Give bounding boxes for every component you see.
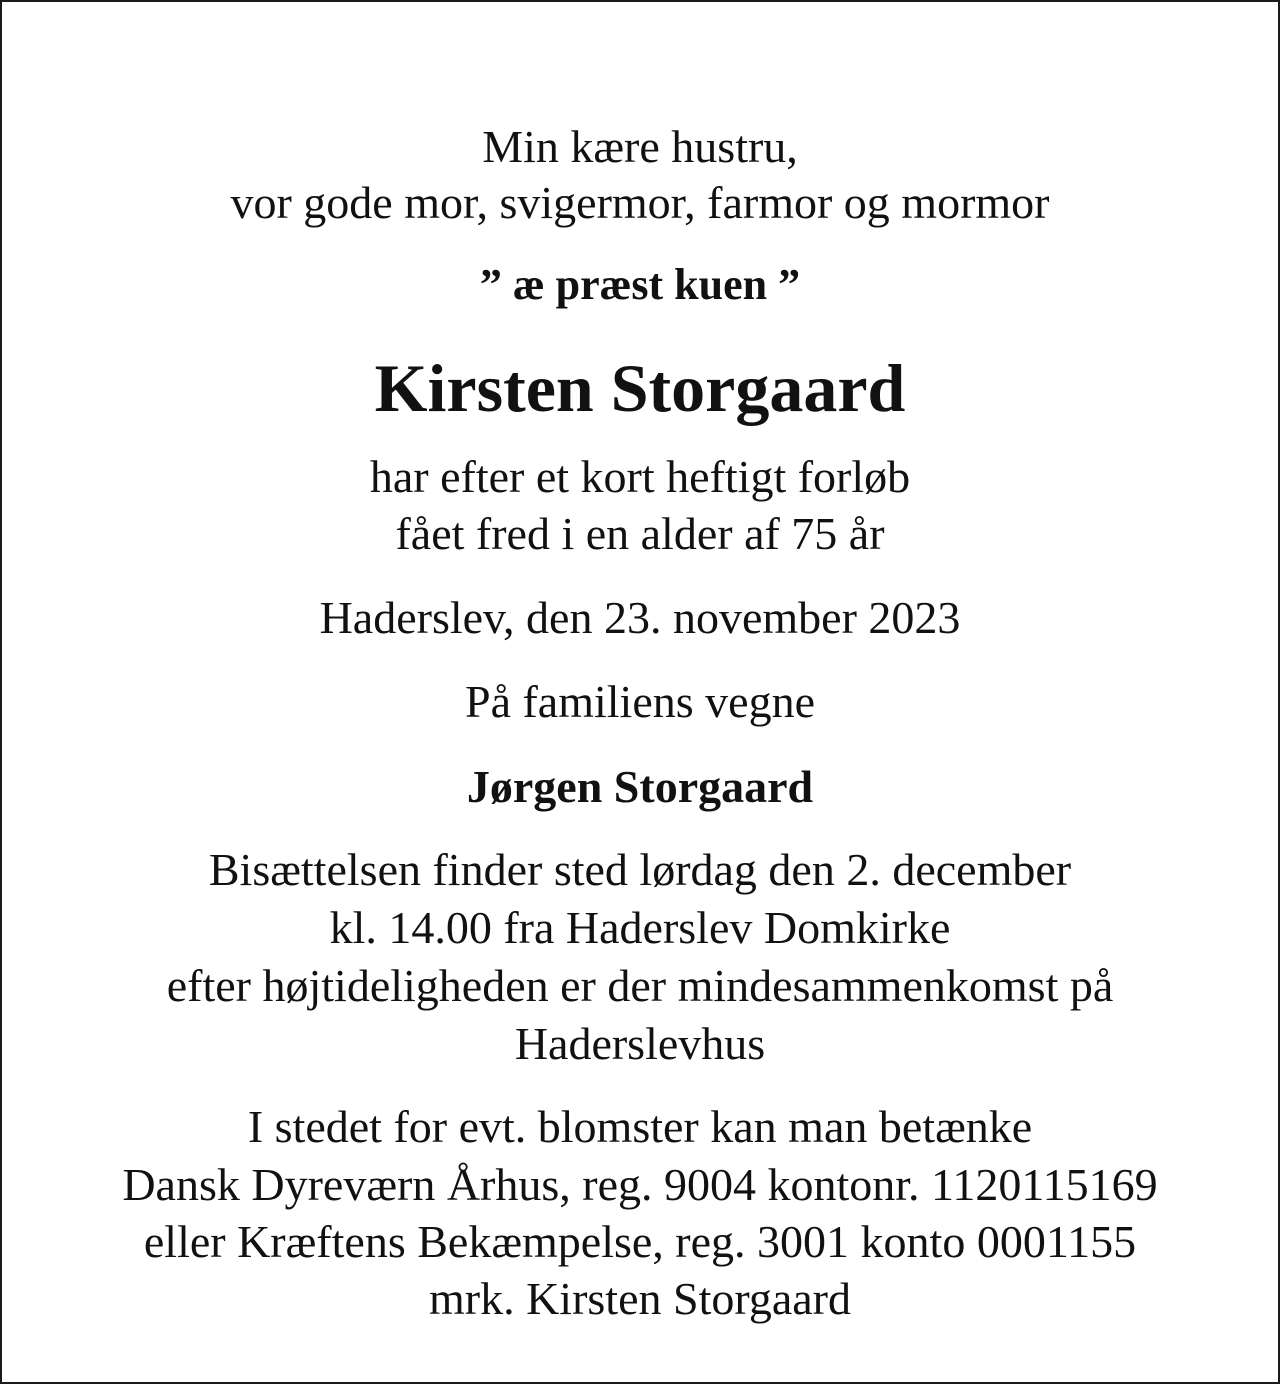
- intro-line-1: Min kære hustru,: [482, 121, 798, 172]
- funeral-line-3: efter højtideligheden er der mindesammenkomst på: [166, 960, 1114, 1011]
- intro-line-2: vor gode mor, svigermor, farmor og mormor: [230, 177, 1050, 228]
- donation-line-2: Dansk Dyreværn Århus, reg. 9004 kontonr. 1120115169: [122, 1159, 1158, 1210]
- on-behalf: På familiens vegne: [464, 676, 815, 727]
- donation-line-1: I stedet for evt. blomster kan man betænke: [247, 1101, 1033, 1152]
- nickname: ” æ præst kuen ”: [479, 260, 801, 309]
- passing-line-2: fået fred i en alder af 75 år: [395, 508, 885, 559]
- donation-line-4: mrk. Kirsten Storgaard: [428, 1273, 852, 1324]
- funeral-line-1: Bisættelsen finder sted lørdag den 2. december: [208, 844, 1072, 895]
- deceased-name: Kirsten Storgaard: [374, 350, 906, 426]
- signer-name: Jørgen Storgaard: [466, 761, 814, 812]
- place-date: Haderslev, den 23. november 2023: [319, 592, 961, 643]
- donation-line-3: eller Kræftens Bekæmpelse, reg. 3001 konto 0001155: [143, 1216, 1137, 1267]
- funeral-line-2: kl. 14.00 fra Haderslev Domkirke: [329, 902, 951, 953]
- funeral-line-4: Haderslevhus: [514, 1018, 766, 1069]
- passing-line-1: har efter et kort heftigt forløb: [369, 451, 911, 502]
